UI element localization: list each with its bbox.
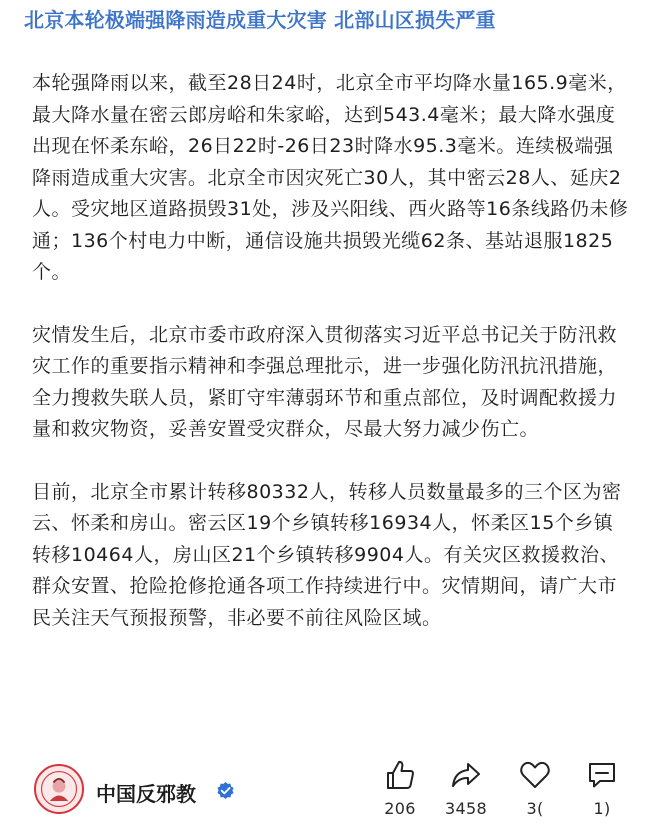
post-footer xyxy=(0,752,652,837)
share-count: 3458 xyxy=(445,799,487,818)
author-name[interactable]: 中国反邪教 xyxy=(96,782,196,806)
article-paragraph-2: 灾情发生后，北京市委市政府深入贯彻落实习近平总书记关于防汛救灾工作的重要指示精神和李强总理批示，进一步强化防汛抗汛措施，全力搜救失联人员，紧盯守牢薄弱环节和重点部位，及时调配救援力量和救灾物资，妥善安置受灾群众，尽最大努力减少伤亡。 xyxy=(32,323,618,440)
article-paragraph-3: 目前，北京全市累计转移80332人，转移人员数量最多的三个区为密云、怀柔和房山。密云区19个乡镇转移16934人，怀柔区15个乡镇转移10464人，房山区21个乡镇转移9904人。有关灾区救援救治、群众安置、抢险抢修抢通各项工作持续进行中。灾情期间，请广大市民关注天气预报预警，非必要不前往风险区域。 xyxy=(32,480,622,629)
article-paragraph-1: 本轮强降雨以来，截至28日24时，北京全市平均降水量165.9毫米，最大降水量在密云郎房峪和朱家峪，达到543.4毫米；最大降水强度出现在怀柔东峪，26日22时-26日23时降水95.3毫米。连续极端强降雨造成重大灾害。北京全市因灾死亡30人，其中密云28人、延庆2人。受灾地区道路损毁31处，涉及兴阳线、西火路等16条线路仍未修通；136个村电力中断，通信设施共损毁光缆62条、基站退服1825个。 xyxy=(32,72,629,283)
comment-count: 1) xyxy=(593,799,611,818)
thumbs-up-icon xyxy=(383,758,417,792)
share-button[interactable] xyxy=(436,758,496,818)
comment-bubble-icon xyxy=(585,758,619,792)
avatar-logo-icon xyxy=(36,766,82,812)
heart-icon xyxy=(518,758,552,792)
comment-button[interactable] xyxy=(572,758,632,818)
like-button[interactable] xyxy=(370,758,430,818)
favorite-count: 3( xyxy=(526,799,544,818)
author-avatar[interactable] xyxy=(34,764,84,814)
share-arrow-icon xyxy=(449,758,483,792)
like-count: 206 xyxy=(384,799,416,818)
article-body xyxy=(32,68,632,665)
verified-badge-icon xyxy=(216,781,235,800)
article-headline: 北京本轮极端强降雨造成重大灾害 北部山区损失严重 xyxy=(24,8,496,32)
favorite-button[interactable] xyxy=(505,758,565,818)
